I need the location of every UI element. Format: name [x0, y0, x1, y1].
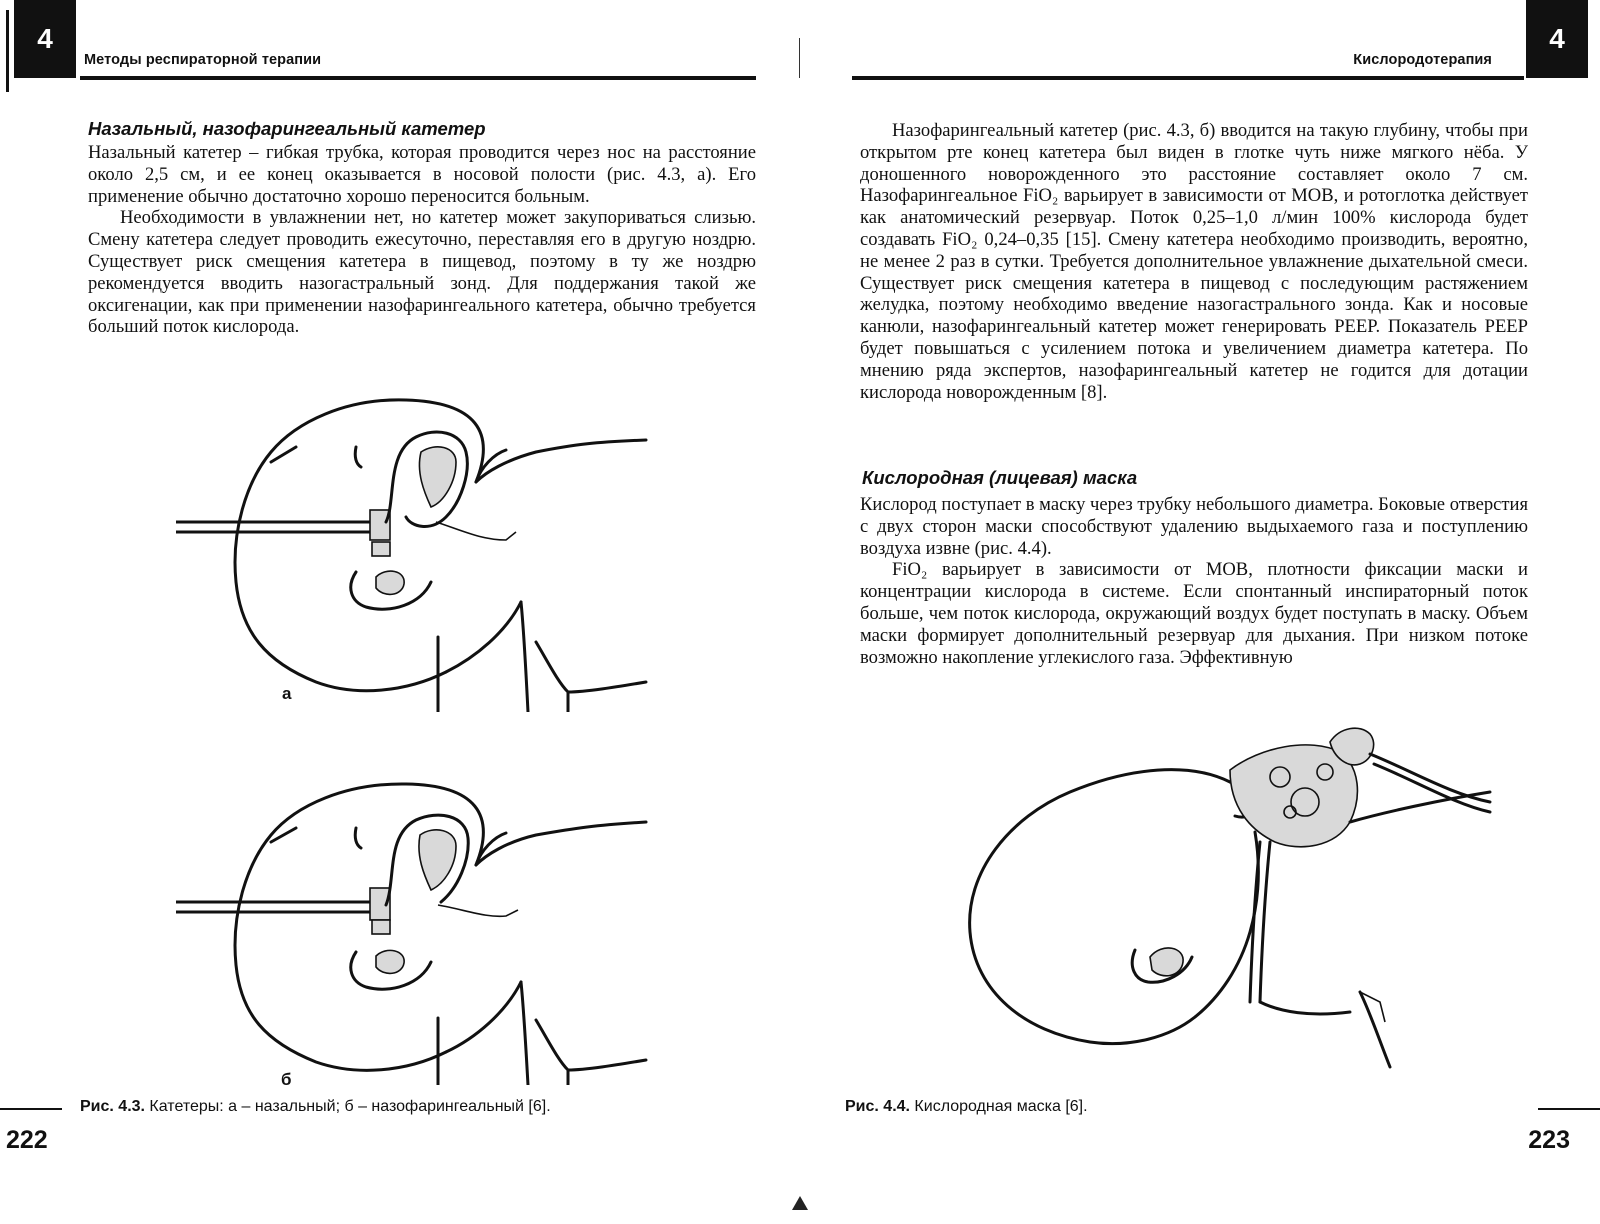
header-rule: [852, 76, 1524, 80]
page-edge-line: [6, 10, 9, 92]
chapter-tab: [14, 0, 76, 78]
header-rule: [80, 76, 756, 80]
paragraph: FiO₂ варьирует в зависимости от МОВ, плотности фиксации маски и концентрации кислорода в системе. Если спонтанный инспираторный поток больше, чем поток кислорода, окружающий воздух будет поступать в маску. Объем маски формирует дополнительный резервуар для дыхания. При низком потоке возможно накопление углекислого газа. Эффективную: [860, 559, 1528, 668]
body-text: [860, 120, 1528, 403]
figure-label-b: б: [281, 1070, 292, 1089]
paragraph: Кислород поступает в маску через трубку небольшого диаметра. Боковые отверстия с двух сторон маски способствуют удалению выдыхаемого газа и поступлению воздуха извне (рис. 4.4).: [860, 494, 1528, 559]
caption-label: Рис. 4.3.: [80, 1098, 145, 1115]
running-head: Кислородотерапия: [1353, 52, 1492, 68]
figure-caption: [845, 1098, 1088, 1116]
paragraph: Назофарингеальный катетер (рис. 4.3, б) вводится на такую глубину, чтобы при открытом рте конец катетера был виден в глотке чуть ниже мягкого нёба. У доношенного новорожденного это расстояние составляет около 7 см. Назофарингеальное FiO₂ варьирует в зависимости от МОВ, и ротоглотка действует как анатомический резервуар. Поток 0,25–1,0 л/мин 100% кислорода будет создавать FiO₂ 0,24–0,35 [15]. Смену катетера необходимо производить, вероятно, не менее 2 раз в сутки. Требуется дополнительное увлажнение дыхательной смеси. Существует риск смещения катетера в пищевод с последующим растяжением желудка, поэтому необходимо введение назогастрального зонда. Как и носовые канюли, назофарингеальный катетер может генерировать PEEP. Показатель PEEP будет повышаться с усилением потока и увеличением диаметра катетера. По мнению ряда экспертов, назофарингеальный катетер не годится для дотации кислорода новорожденным [8].: [860, 120, 1528, 403]
section-title: Назальный, назофарингеальный катетер: [88, 118, 486, 139]
figure-nasal-catheter: [176, 392, 666, 712]
running-head: Методы респираторной терапии: [84, 52, 322, 68]
figure-oxygen-mask: [930, 712, 1510, 1082]
figure-label-a: а: [282, 684, 292, 703]
caption-label: Рис. 4.4.: [845, 1098, 910, 1115]
figure-caption: [80, 1098, 551, 1116]
page-number: 222: [6, 1126, 48, 1154]
footer-rule: [1538, 1108, 1600, 1110]
chapter-tab: [1526, 0, 1588, 78]
caption-text: Катетеры: а – назальный; б – назофарингеальный [6].: [144, 1098, 551, 1115]
body-text: [860, 494, 1528, 668]
chapter-number: 4: [37, 23, 53, 54]
body-text: [88, 142, 756, 338]
right-page: [800, 0, 1600, 1224]
caption-text: Кислородная маска [6].: [909, 1098, 1088, 1115]
section-title: Кислородная (лицевая) маска: [862, 467, 1138, 488]
page-number: 223: [1528, 1126, 1570, 1154]
paragraph: Назальный катетер – гибкая трубка, которая проводится через нос на расстояние около 2,5 см, и ее конец оказывается в носовой полости (рис. 4.3, а). Его применение обычно достаточно хорошо переносится больным.: [88, 142, 756, 207]
paragraph: Необходимости в увлажнении нет, но катетер может закупориваться слизью. Смену катетера следует проводить ежесуточно, переставляя его в другую ноздрю. Существует риск смещения катетера в пищевод, поэтому в ту же ноздрю рекомендуется вводить назогастральный зонд. Для поддержания такой же оксигенации, как при применении назофарингеального катетера, обычно требуется больший поток кислорода.: [88, 207, 756, 338]
footer-rule: [0, 1108, 62, 1110]
figure-nasopharyngeal-catheter: [176, 780, 666, 1085]
chapter-number: 4: [1549, 23, 1565, 54]
